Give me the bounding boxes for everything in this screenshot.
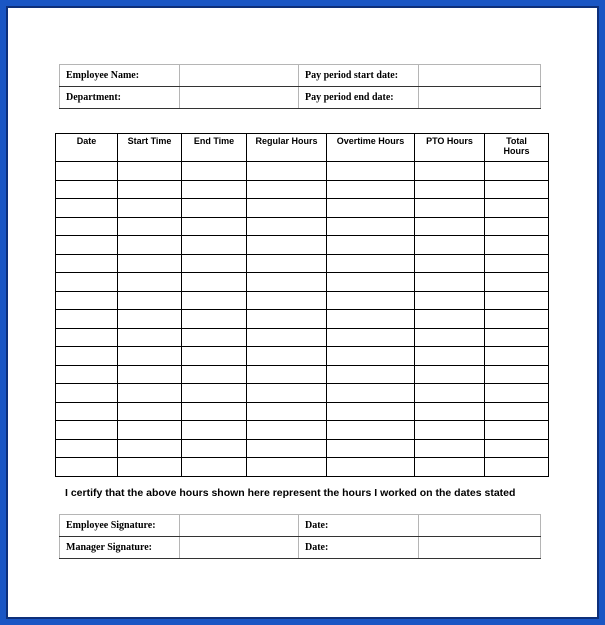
table-row — [56, 421, 549, 440]
cell-start-time[interactable] — [118, 421, 182, 440]
table-row — [56, 273, 549, 292]
pay-period-end-label: Pay period end date: — [299, 87, 419, 109]
cell-end-time[interactable] — [182, 254, 247, 273]
pay-period-end-field[interactable] — [419, 87, 541, 109]
cell-start-time[interactable] — [118, 347, 182, 366]
manager-signature-label: Manager Signature: — [60, 537, 180, 559]
cell-pto-hours[interactable] — [415, 310, 485, 329]
employee-info-table — [59, 64, 541, 109]
cell-overtime-hours[interactable] — [327, 236, 415, 255]
cell-total-hours[interactable] — [485, 180, 549, 199]
hours-table-header — [56, 134, 549, 162]
cell-regular-hours[interactable] — [247, 236, 327, 255]
employee-name-field[interactable] — [180, 65, 299, 87]
cell-pto-hours[interactable] — [415, 291, 485, 310]
department-row — [60, 87, 541, 109]
cell-pto-hours[interactable] — [415, 254, 485, 273]
cell-pto-hours[interactable] — [415, 458, 485, 477]
table-row — [56, 310, 549, 329]
cell-total-hours[interactable] — [485, 199, 549, 218]
cell-date[interactable] — [56, 199, 118, 218]
table-row — [56, 458, 549, 477]
cell-pto-hours[interactable] — [415, 439, 485, 458]
cell-date[interactable] — [56, 273, 118, 292]
signature-table — [59, 514, 541, 559]
cell-date[interactable] — [56, 291, 118, 310]
cell-overtime-hours[interactable] — [327, 458, 415, 477]
cell-start-time[interactable] — [118, 439, 182, 458]
cell-pto-hours[interactable] — [415, 162, 485, 181]
cell-total-hours[interactable] — [485, 402, 549, 421]
employee-name-label: Employee Name: — [60, 65, 180, 87]
cell-date[interactable] — [56, 254, 118, 273]
employee-signature-label: Employee Signature: — [60, 515, 180, 537]
cell-date[interactable] — [56, 458, 118, 477]
cell-start-time[interactable] — [118, 291, 182, 310]
table-row — [56, 402, 549, 421]
cell-start-time[interactable] — [118, 199, 182, 218]
cell-overtime-hours[interactable] — [327, 291, 415, 310]
cell-total-hours[interactable] — [485, 162, 549, 181]
cell-regular-hours[interactable] — [247, 347, 327, 366]
cell-overtime-hours[interactable] — [327, 254, 415, 273]
cell-regular-hours[interactable] — [247, 365, 327, 384]
manager-signature-date-field[interactable] — [419, 537, 541, 559]
column-header-overtime-hours: Overtime Hours — [327, 134, 415, 162]
cell-end-time[interactable] — [182, 347, 247, 366]
cell-regular-hours[interactable] — [247, 310, 327, 329]
cell-total-hours[interactable] — [485, 236, 549, 255]
manager-signature-date-label: Date: — [299, 537, 419, 559]
cell-pto-hours[interactable] — [415, 421, 485, 440]
cell-end-time[interactable] — [182, 236, 247, 255]
cell-date[interactable] — [56, 384, 118, 403]
cell-start-time[interactable] — [118, 236, 182, 255]
cell-overtime-hours[interactable] — [327, 217, 415, 236]
cell-end-time[interactable] — [182, 439, 247, 458]
column-header-regular-hours: Regular Hours — [247, 134, 327, 162]
cell-pto-hours[interactable] — [415, 384, 485, 403]
cell-start-time[interactable] — [118, 365, 182, 384]
cell-start-time[interactable] — [118, 254, 182, 273]
cell-regular-hours[interactable] — [247, 199, 327, 218]
cell-end-time[interactable] — [182, 365, 247, 384]
pay-period-start-label: Pay period start date: — [299, 65, 419, 87]
cell-date[interactable] — [56, 439, 118, 458]
cell-total-hours[interactable] — [485, 291, 549, 310]
cell-overtime-hours[interactable] — [327, 162, 415, 181]
cell-total-hours[interactable] — [485, 328, 549, 347]
cell-total-hours[interactable] — [485, 347, 549, 366]
table-row — [56, 347, 549, 366]
table-row — [56, 180, 549, 199]
cell-start-time[interactable] — [118, 217, 182, 236]
cell-end-time[interactable] — [182, 217, 247, 236]
cell-start-time[interactable] — [118, 402, 182, 421]
cell-overtime-hours[interactable] — [327, 180, 415, 199]
cell-end-time[interactable] — [182, 180, 247, 199]
pay-period-start-field[interactable] — [419, 65, 541, 87]
cell-total-hours[interactable] — [485, 217, 549, 236]
cell-total-hours[interactable] — [485, 310, 549, 329]
cell-pto-hours[interactable] — [415, 217, 485, 236]
cell-date[interactable] — [56, 402, 118, 421]
cell-total-hours[interactable] — [485, 384, 549, 403]
column-header-end-time: End Time — [182, 134, 247, 162]
column-header-pto-hours: PTO Hours — [415, 134, 485, 162]
cell-end-time[interactable] — [182, 384, 247, 403]
column-header-date: Date — [56, 134, 118, 162]
cell-regular-hours[interactable] — [247, 328, 327, 347]
table-row — [56, 328, 549, 347]
cell-start-time[interactable] — [118, 384, 182, 403]
cell-start-time[interactable] — [118, 310, 182, 329]
manager-signature-field[interactable] — [180, 537, 299, 559]
cell-regular-hours[interactable] — [247, 273, 327, 292]
cell-overtime-hours[interactable] — [327, 347, 415, 366]
cell-end-time[interactable] — [182, 310, 247, 329]
cell-regular-hours[interactable] — [247, 458, 327, 477]
cell-overtime-hours[interactable] — [327, 421, 415, 440]
employee-signature-row — [60, 515, 541, 537]
cell-date[interactable] — [56, 217, 118, 236]
cell-pto-hours[interactable] — [415, 365, 485, 384]
cell-overtime-hours[interactable] — [327, 384, 415, 403]
cell-regular-hours[interactable] — [247, 162, 327, 181]
hours-table-body — [56, 162, 549, 477]
certification-statement: I certify that the above hours shown here represent the hours I worked on the dates stated — [65, 487, 516, 499]
table-row — [56, 236, 549, 255]
cell-total-hours[interactable] — [485, 273, 549, 292]
cell-regular-hours[interactable] — [247, 254, 327, 273]
table-row — [56, 365, 549, 384]
table-row — [56, 384, 549, 403]
table-row — [56, 291, 549, 310]
cell-total-hours[interactable] — [485, 365, 549, 384]
cell-regular-hours[interactable] — [247, 384, 327, 403]
cell-end-time[interactable] — [182, 421, 247, 440]
cell-regular-hours[interactable] — [247, 421, 327, 440]
hours-table — [55, 133, 549, 477]
cell-regular-hours[interactable] — [247, 180, 327, 199]
cell-pto-hours[interactable] — [415, 180, 485, 199]
employee-signature-field[interactable] — [180, 515, 299, 537]
table-row — [56, 439, 549, 458]
cell-start-time[interactable] — [118, 180, 182, 199]
cell-end-time[interactable] — [182, 402, 247, 421]
table-row — [56, 162, 549, 181]
department-label: Department: — [60, 87, 180, 109]
cell-date[interactable] — [56, 162, 118, 181]
employee-name-row — [60, 65, 541, 87]
cell-date[interactable] — [56, 310, 118, 329]
cell-total-hours[interactable] — [485, 421, 549, 440]
cell-overtime-hours[interactable] — [327, 199, 415, 218]
cell-total-hours[interactable] — [485, 458, 549, 477]
cell-date[interactable] — [56, 347, 118, 366]
cell-end-time[interactable] — [182, 273, 247, 292]
cell-overtime-hours[interactable] — [327, 328, 415, 347]
cell-overtime-hours[interactable] — [327, 273, 415, 292]
cell-end-time[interactable] — [182, 328, 247, 347]
cell-end-time[interactable] — [182, 162, 247, 181]
cell-start-time[interactable] — [118, 273, 182, 292]
table-row — [56, 199, 549, 218]
cell-date[interactable] — [56, 421, 118, 440]
employee-signature-date-field[interactable] — [419, 515, 541, 537]
cell-date[interactable] — [56, 365, 118, 384]
table-row — [56, 217, 549, 236]
employee-signature-date-label: Date: — [299, 515, 419, 537]
cell-overtime-hours[interactable] — [327, 310, 415, 329]
cell-pto-hours[interactable] — [415, 402, 485, 421]
cell-date[interactable] — [56, 236, 118, 255]
cell-overtime-hours[interactable] — [327, 402, 415, 421]
cell-pto-hours[interactable] — [415, 347, 485, 366]
cell-end-time[interactable] — [182, 458, 247, 477]
cell-overtime-hours[interactable] — [327, 439, 415, 458]
cell-date[interactable] — [56, 180, 118, 199]
department-field[interactable] — [180, 87, 299, 109]
cell-total-hours[interactable] — [485, 254, 549, 273]
manager-signature-row — [60, 537, 541, 559]
cell-regular-hours[interactable] — [247, 402, 327, 421]
cell-overtime-hours[interactable] — [327, 365, 415, 384]
cell-pto-hours[interactable] — [415, 328, 485, 347]
table-row — [56, 254, 549, 273]
cell-pto-hours[interactable] — [415, 273, 485, 292]
cell-end-time[interactable] — [182, 291, 247, 310]
cell-pto-hours[interactable] — [415, 199, 485, 218]
column-header-start-time: Start Time — [118, 134, 182, 162]
cell-start-time[interactable] — [118, 328, 182, 347]
column-header-total-hours: Total Hours — [485, 134, 549, 162]
cell-total-hours[interactable] — [485, 439, 549, 458]
cell-pto-hours[interactable] — [415, 236, 485, 255]
cell-end-time[interactable] — [182, 199, 247, 218]
cell-start-time[interactable] — [118, 458, 182, 477]
cell-regular-hours[interactable] — [247, 439, 327, 458]
cell-date[interactable] — [56, 328, 118, 347]
cell-start-time[interactable] — [118, 162, 182, 181]
cell-regular-hours[interactable] — [247, 217, 327, 236]
cell-regular-hours[interactable] — [247, 291, 327, 310]
